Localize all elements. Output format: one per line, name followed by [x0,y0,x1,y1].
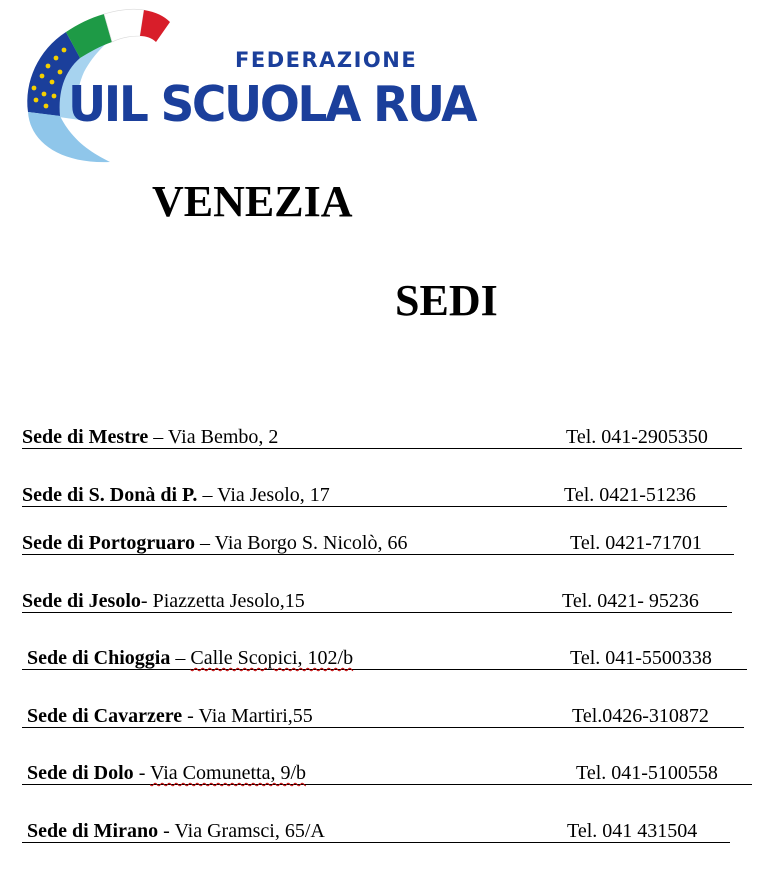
office-separator: – [148,426,168,448]
page-title: VENEZIA [152,177,353,226]
office-name: Sede di S. Donà di P. [22,484,198,506]
office-place [27,705,313,727]
logo-name-text: UIL SCUOLA RUA [68,76,476,133]
office-address: Piazzetta Jesolo,15 [152,590,305,612]
office-separator: – [194,532,215,554]
office-row [22,484,727,507]
office-address: Via Comunetta, 9/b [150,762,306,784]
office-name: Sede di Mestre [22,426,149,448]
office-address: Calle Scopici, 102/b [190,647,354,669]
office-row [22,532,734,555]
office-place [22,426,278,448]
office-place [27,820,325,842]
office-separator: – [197,484,218,506]
office-name: Sede di Cavarzere [27,705,183,727]
office-place [22,484,330,506]
office-separator: - [182,705,199,727]
office-separator: - [158,820,175,842]
uil-scuola-logo [20,2,476,172]
office-phone: Tel. 041-5500338 [570,647,712,669]
office-name: Sede di Mirano [27,820,159,842]
office-phone: Tel. 0421-51236 [564,484,696,506]
office-phone: Tel. 041-2905350 [566,426,708,448]
office-name: Sede di Jesolo [22,590,141,612]
office-place [22,590,305,612]
office-phone: Tel. 0421-71701 [570,532,702,554]
office-separator: – [170,647,191,669]
office-address: Via Borgo S. Nicolò, 66 [214,532,408,554]
office-address: Via Bembo, 2 [167,426,279,448]
office-address: Via Martiri,55 [198,705,313,727]
office-row [22,762,752,785]
office-address: Via Gramsci, 65/A [174,820,325,842]
office-row [22,590,732,613]
office-row [22,426,742,449]
office-place [22,532,407,554]
office-phone: Tel. 041-5100558 [576,762,718,784]
page-subtitle: SEDI [395,276,498,325]
logo-federazione-text: FEDERAZIONE [235,48,418,72]
office-name: Sede di Dolo [27,762,134,784]
office-row [22,647,747,670]
office-name: Sede di Chioggia [27,647,171,669]
office-separator: - [133,762,150,784]
office-place [27,647,353,669]
office-row [22,820,730,843]
office-row [22,705,744,728]
office-phone: Tel. 0421- 95236 [562,590,699,612]
office-place [27,762,306,784]
office-separator: - [140,590,153,612]
office-phone: Tel. 041 431504 [567,820,698,842]
office-name: Sede di Portogruaro [22,532,195,554]
office-phone: Tel.0426-310872 [572,705,709,727]
office-address: Via Jesolo, 17 [217,484,330,506]
